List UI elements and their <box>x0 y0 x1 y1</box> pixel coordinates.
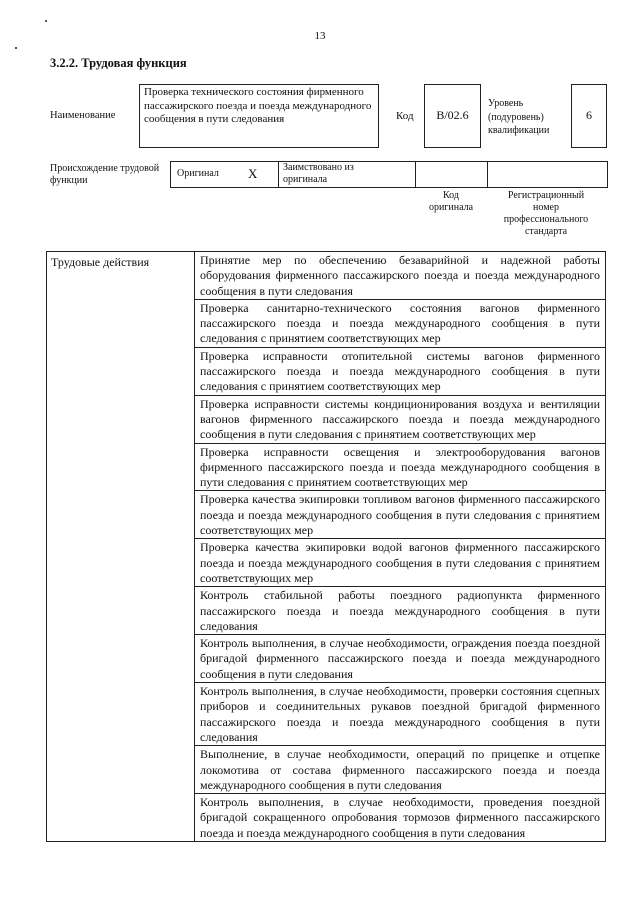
page-number: 13 <box>314 30 326 42</box>
level-value: 6 <box>586 108 592 122</box>
labor-action-item: Проверка исправности системы кондиционирования воздуха и вентиляции вагонов фирменного пассажирского поезда и поезда международного сообщения в пути следования с принятием соответствующих мер <box>195 395 606 443</box>
function-name: Проверка технического состояния фирменного пассажирского поезда и поезда международного сообщения в пути следования <box>144 86 372 126</box>
scan-mark <box>15 47 17 49</box>
name-box <box>139 84 379 148</box>
labor-action-item: Проверка исправности отопительной системы вагонов фирменного пассажирского поезда и поезда международного сообщения в пути следования с принятием соответствующих мер <box>195 347 606 395</box>
labor-action-item: Выполнение, в случае необходимости, операций по прицепке и отцепке локомотива от состава фирменного пассажирского поезда и поезда международного сообщения в пути следования <box>195 746 606 794</box>
labor-actions-label: Трудовые действия <box>47 252 195 842</box>
code-label: Код <box>396 110 414 122</box>
code-value: В/02.6 <box>436 108 469 122</box>
origin-divider <box>487 161 488 188</box>
origin-label: Происхождение трудовой функции <box>50 163 160 186</box>
level-label: Уровень (подуровень) квалификации <box>488 98 550 136</box>
labor-action-item: Принятие мер по обеспечению безаварийной и надежной работы оборудования фирменного пассажирского поезда и поезда международного сообщения в пути следования <box>195 252 606 300</box>
labor-actions-table <box>46 251 606 842</box>
code-original-caption: Код оригинала <box>428 190 474 213</box>
origin-divider <box>415 161 416 188</box>
labor-action-item: Контроль выполнения, в случае необходимости, ограждения поезда поездной бригадой фирменного пассажирского поезда и поезда международного сообщения в пути следования <box>195 635 606 683</box>
labor-action-item: Контроль выполнения, в случае необходимости, проверки состояния сцепных приборов и соединительных рукавов поездной бригадой фирменного пассажирского поезда и поезда международного сообщения в пути следования <box>195 683 606 746</box>
labor-action-item: Проверка качества экипировки топливом вагонов фирменного пассажирского поезда и поезда международного сообщения в пути следования с принятием соответствующих мер <box>195 491 606 539</box>
code-box <box>424 84 481 148</box>
labor-action-item: Контроль стабильной работы поездного радиопункта фирменного пассажирского поезда и поезда международного сообщения в пути следования <box>195 587 606 635</box>
name-label: Наименование <box>50 110 116 121</box>
origin-divider <box>278 161 279 188</box>
original-mark: X <box>248 166 258 181</box>
borrowed-label: Заимствовано из оригинала <box>283 162 354 185</box>
reg-number-caption: Регистрационный номер профессионального стандарта <box>503 190 589 237</box>
labor-action-item: Контроль выполнения, в случае необходимости, проведения поездной бригадой сокращенного опробования тормозов фирменного пассажирского поезда и поезда международного сообщения в пути следования <box>195 794 606 842</box>
labor-action-item: Проверка санитарно-технического состояния вагонов фирменного пассажирского поезда и поезда международного сообщения в пути следования с принятием соответствующих мер <box>195 299 606 347</box>
scan-mark <box>45 20 47 22</box>
table-row <box>47 252 606 300</box>
original-label: Оригинал <box>177 168 219 179</box>
labor-action-item: Проверка исправности освещения и электрооборудования вагонов фирменного пассажирского поезда и поезда международного сообщения в пути следования с принятием соответствующих мер <box>195 443 606 491</box>
level-box <box>571 84 607 148</box>
origin-row <box>170 161 608 188</box>
labor-action-item: Проверка качества экипировки водой вагонов фирменного пассажирского поезда и поезда международного сообщения в пути следования с принятием соответствующих мер <box>195 539 606 587</box>
section-title: 3.2.2. Трудовая функция <box>50 56 187 70</box>
